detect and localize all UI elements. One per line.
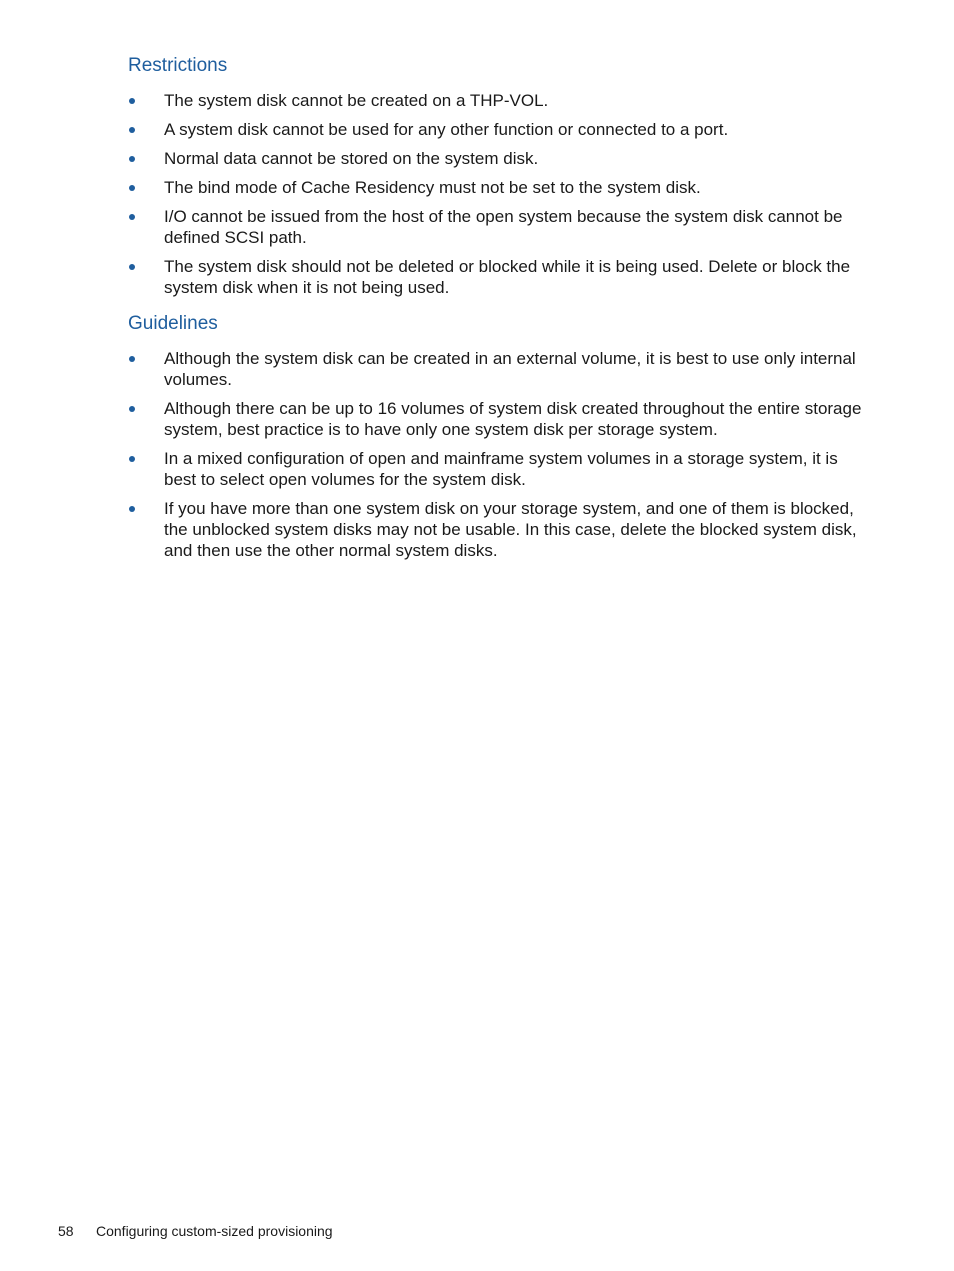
list-item xyxy=(128,398,868,440)
bullet-icon xyxy=(129,506,135,512)
list-item-text: Although there can be up to 16 volumes of system disk created throughout the entire storage system, best practice is to have only one system disk per storage system. xyxy=(164,399,862,439)
list-item-text: A system disk cannot be used for any other function or connected to a port. xyxy=(164,120,729,139)
bullet-icon xyxy=(129,264,135,270)
list-item xyxy=(128,448,868,490)
page-footer xyxy=(58,1221,333,1241)
list-item xyxy=(128,90,868,111)
list-item xyxy=(128,348,868,390)
list-item xyxy=(128,256,868,298)
restrictions-list xyxy=(128,90,868,298)
list-item xyxy=(128,206,868,248)
bullet-icon xyxy=(129,98,135,104)
guidelines-list xyxy=(128,348,868,561)
list-item-text: The system disk should not be deleted or blocked while it is being used. Delete or block the system disk when it is not being used. xyxy=(164,257,851,297)
list-item xyxy=(128,148,868,169)
restrictions-heading: Restrictions xyxy=(128,55,228,76)
list-item-text: I/O cannot be issued from the host of the open system because the system disk cannot be defined SCSI path. xyxy=(164,207,843,247)
list-item-text: Normal data cannot be stored on the system disk. xyxy=(164,149,539,168)
bullet-icon xyxy=(129,127,135,133)
bullet-icon xyxy=(129,356,135,362)
guidelines-heading: Guidelines xyxy=(128,313,218,334)
list-item xyxy=(128,177,868,198)
chapter-title: Configuring custom-sized provisioning xyxy=(96,1223,333,1239)
list-item-text: The bind mode of Cache Residency must not be set to the system disk. xyxy=(164,178,701,197)
bullet-icon xyxy=(129,406,135,412)
list-item-text: In a mixed configuration of open and mainframe system volumes in a storage system, it is best to select open volumes for the system disk. xyxy=(164,449,838,489)
document-body xyxy=(128,52,868,569)
list-item-text: The system disk cannot be created on a THP-VOL. xyxy=(164,91,549,110)
page-number: 58 xyxy=(58,1223,74,1239)
bullet-icon xyxy=(129,456,135,462)
list-item-text: If you have more than one system disk on your storage system, and one of them is blocked, the unblocked system disks may not be usable. In this case, delete the blocked system disk, and then use the other normal system disks. xyxy=(164,499,857,560)
bullet-icon xyxy=(129,185,135,191)
list-item xyxy=(128,119,868,140)
bullet-icon xyxy=(129,156,135,162)
bullet-icon xyxy=(129,214,135,220)
list-item-text: Although the system disk can be created in an external volume, it is best to use only internal volumes. xyxy=(164,349,856,389)
list-item xyxy=(128,498,868,561)
